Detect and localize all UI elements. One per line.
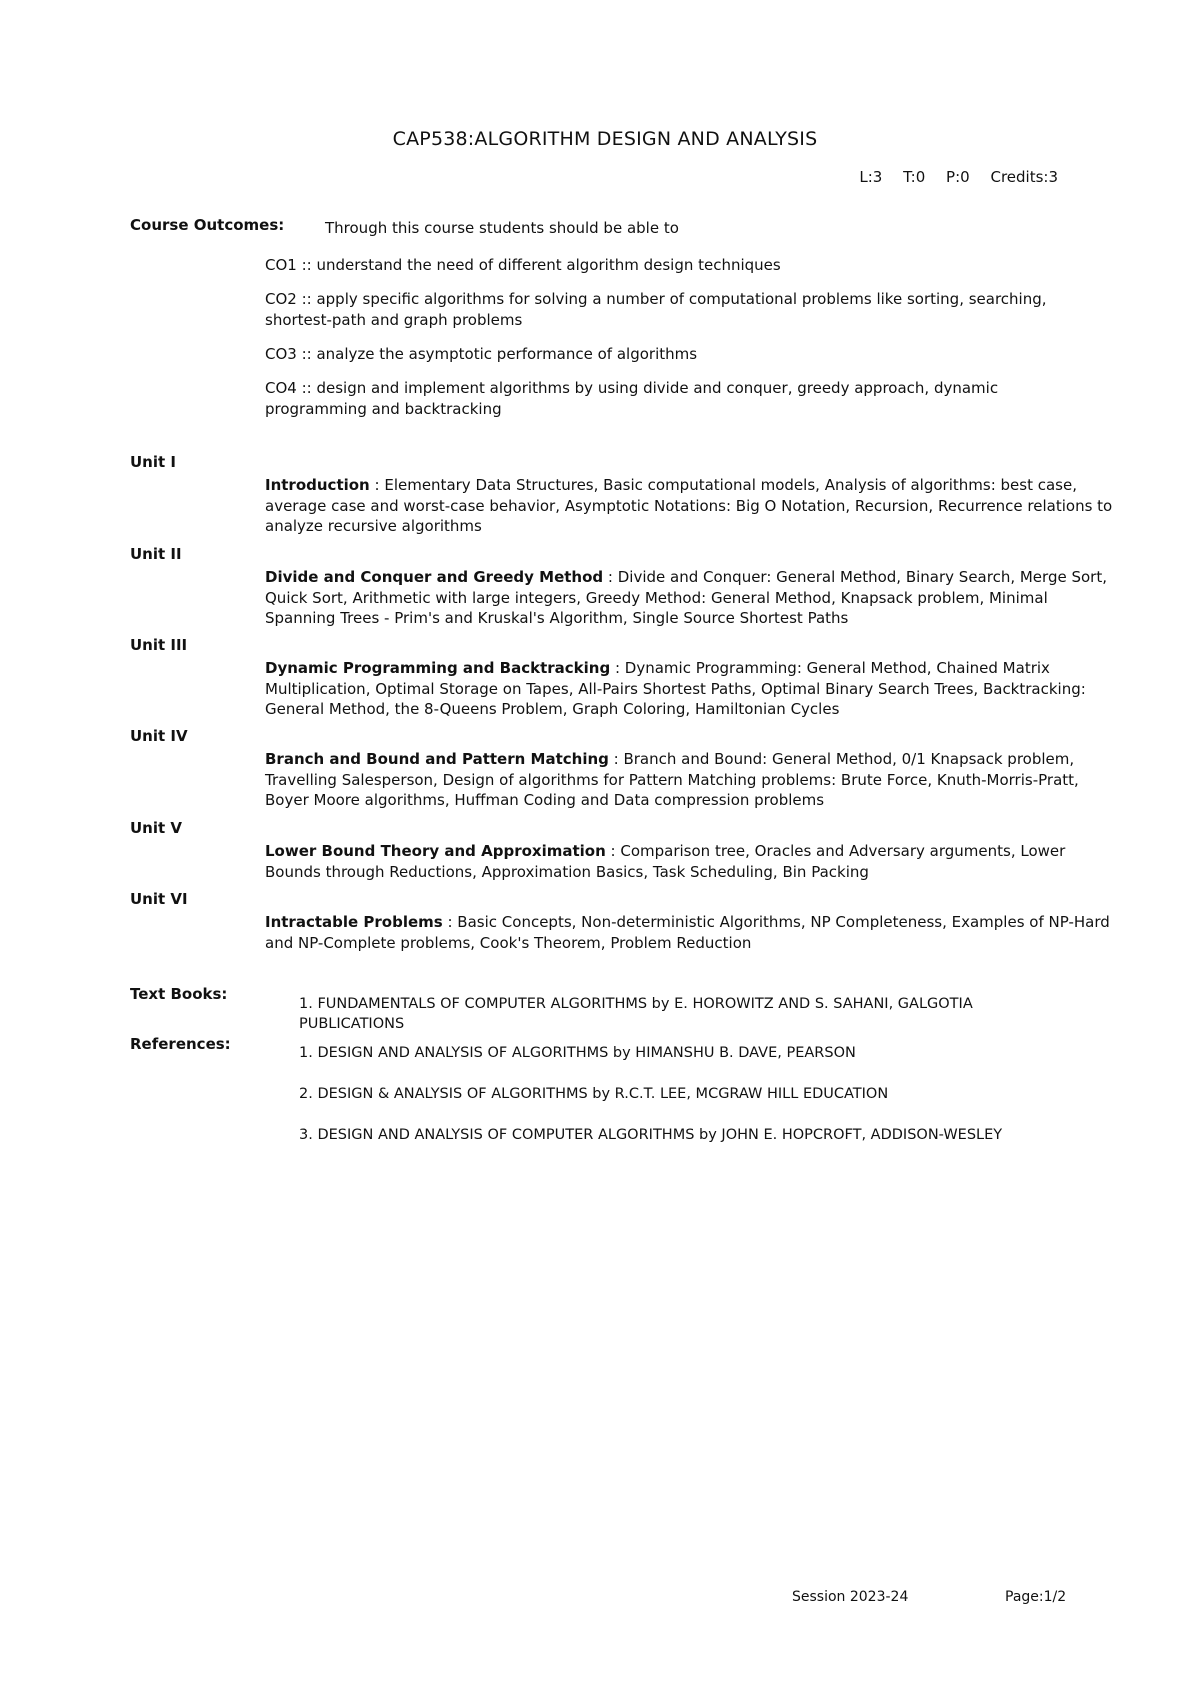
unit-heading: Branch and Bound and Pattern Matching (265, 750, 609, 768)
unit-label: Unit VI (130, 890, 188, 908)
tutorial-hours: T:0 (903, 168, 926, 186)
page-number: Page:1/2 (1005, 1589, 1067, 1605)
session-info: Session 2023-24 (792, 1589, 909, 1605)
unit-heading: Lower Bound Theory and Approximation (265, 842, 606, 860)
course-outcome-item: CO1 :: understand the need of different algorithm design techniques (265, 256, 781, 274)
reference-item: 2. DESIGN & ANALYSIS OF ALGORITHMS by R.C.T. LEE, MCGRAW HILL EDUCATION (299, 1086, 889, 1102)
unit-topics: : Elementary Data Structures, Basic computational models, Analysis of algorithms: best case, average case and worst-case behavior, Asymptotic Notations: Big O Notation, Recursion, Recurrence relations to analyze recursive algorithms (265, 476, 1113, 535)
unit-heading: Introduction (265, 476, 370, 494)
lecture-hours: L:3 (859, 168, 883, 186)
credits-value: Credits:3 (990, 168, 1058, 186)
course-outcome-item: CO3 :: analyze the asymptotic performance of algorithms (265, 345, 698, 363)
unit-content (265, 912, 1117, 953)
unit-topics: : Branch and Bound: General Method, 0/1 Knapsack problem, Travelling Salesperson, Design of algorithms for Pattern Matching problems: Brute Force, Knuth-Morris-Pratt, Boyer Moore algorithms, Huffman Coding and Data compression problems (265, 750, 1079, 809)
reference-item: 1. DESIGN AND ANALYSIS OF ALGORITHMS by HIMANSHU B. DAVE, PEARSON (299, 1045, 856, 1061)
text-books-label: Text Books: (130, 985, 228, 1003)
unit-label: Unit V (130, 819, 183, 837)
course-outcome-item: CO4 :: design and implement algorithms by using divide and conquer, greedy approach, dynamic programming and backtracking (265, 379, 999, 418)
reference-item: 3. DESIGN AND ANALYSIS OF COMPUTER ALGORITHMS by JOHN E. HOPCROFT, ADDISON-WESLEY (299, 1127, 1003, 1143)
unit-heading: Intractable Problems (265, 913, 443, 931)
unit-topics: : Dynamic Programming: General Method, Chained Matrix Multiplication, Optimal Storage on Tapes, All-Pairs Shortest Paths, Optimal Binary Search Trees, Backtracking: General Method, the 8-Queens Problem, Graph Coloring, Hamiltonian Cycles (265, 659, 1086, 718)
unit-label: Unit IV (130, 727, 188, 745)
page-title: CAP538:ALGORITHM DESIGN AND ANALYSIS (392, 128, 818, 150)
course-outcomes-intro: Through this course students should be able to (325, 219, 679, 237)
course-outcomes-label: Course Outcomes: (130, 216, 285, 234)
credit-structure (859, 168, 1058, 186)
unit-heading: Dynamic Programming and Backtracking (265, 659, 611, 677)
references-label: References: (130, 1035, 231, 1053)
practical-hours: P:0 (946, 168, 970, 186)
unit-heading: Divide and Conquer and Greedy Method (265, 568, 604, 586)
unit-content (265, 749, 1117, 811)
unit-content (265, 475, 1117, 537)
unit-content (265, 658, 1117, 720)
unit-content (265, 567, 1117, 629)
unit-topics: : Comparison tree, Oracles and Adversary arguments, Lower Bounds through Reductions, Approximation Basics, Task Scheduling, Bin Packing (265, 842, 1066, 881)
unit-label: Unit I (130, 453, 176, 471)
unit-content (265, 841, 1117, 882)
unit-topics: : Basic Concepts, Non-deterministic Algorithms, NP Completeness, Examples of NP-Hard and NP-Complete problems, Cook's Theorem, Problem Reduction (265, 913, 1110, 952)
unit-label: Unit III (130, 636, 188, 654)
text-book-item: 1. FUNDAMENTALS OF COMPUTER ALGORITHMS by E. HOROWITZ AND S. SAHANI, GALGOTIA PUBLICATIONS (299, 996, 973, 1032)
unit-topics: : Divide and Conquer: General Method, Binary Search, Merge Sort, Quick Sort, Arithmetic with large integers, Greedy Method: General Method, Knapsack problem, Minimal Spanning Trees - Prim's and Kruskal's Algorithm, Single Source Shortest Paths (265, 568, 1107, 627)
course-outcome-item: CO2 :: apply specific algorithms for solving a number of computational problems like sorting, searching, shortest-path and graph problems (265, 290, 1047, 329)
unit-label: Unit II (130, 545, 182, 563)
